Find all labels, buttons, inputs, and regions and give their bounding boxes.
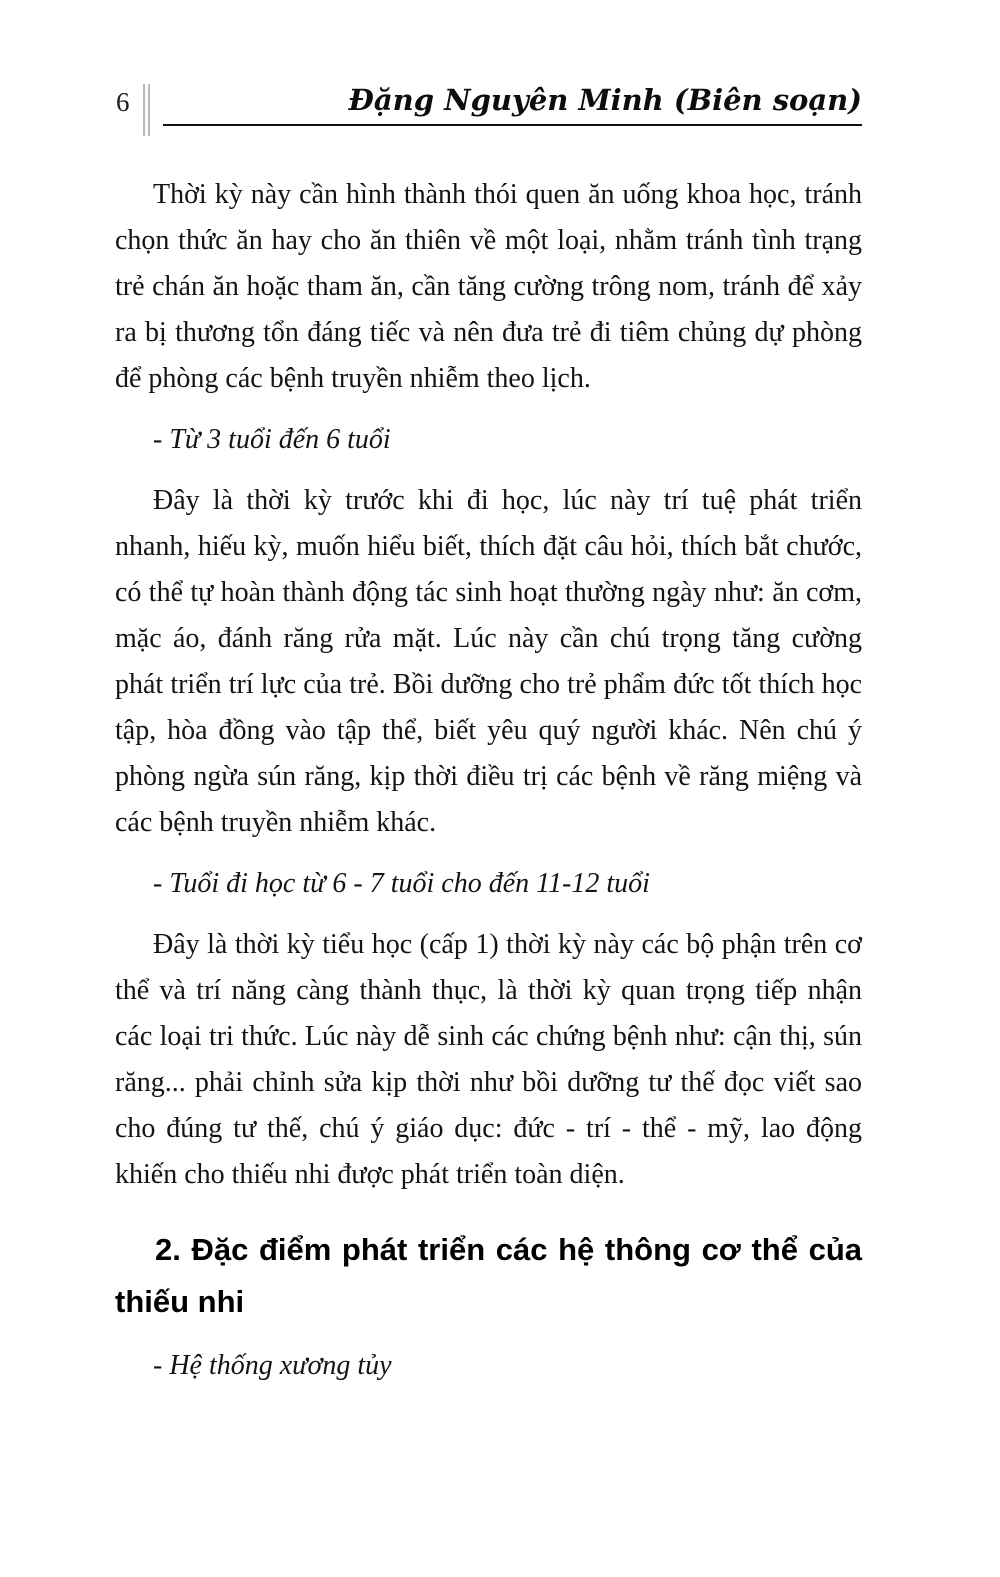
subheading-age-3-to-6: - Từ 3 tuổi đến 6 tuổi	[153, 424, 391, 455]
paragraph-primary-school-development: Đây là thời kỳ tiểu học (cấp 1) thời kỳ này các bộ phận trên cơ thể và trí năng càng thành thục, là thời kỳ quan trọng tiếp nhận các loại tri thức. Lúc này dễ sinh các chứng bệnh như: cận thị, sún răng... phải chỉnh sửa kịp thời như bồi dưỡng tư thế đọc viết sao cho đúng tư thế, chú ý giáo dục: đức - trí - thể - mỹ, lao động khiến cho thiếu nhi được phát triển toàn diện.	[115, 929, 862, 1190]
section-heading-body-systems: 2. Đặc điểm phát triển các hệ thông cơ thể của thiếu nhi	[115, 1232, 862, 1319]
subheading-skeletal-system: - Hệ thống xương tủy	[153, 1350, 392, 1381]
page-body	[115, 172, 862, 1388]
subheading-school-age-6-to-12: - Tuổi đi học từ 6 - 7 tuổi cho đến 11-12 tuổi	[153, 868, 650, 899]
paragraph-preschool-development: Đây là thời kỳ trước khi đi học, lúc này trí tuệ phát triển nhanh, hiếu kỳ, muốn hiểu biết, thích đặt câu hỏi, thích bắt chước, có thể tự hoàn thành động tác sinh hoạt thường ngày như: ăn cơm, mặc áo, đánh răng rửa mặt. Lúc này cần chú trọng tăng cường phát triển trí lực của trẻ. Bồi dưỡng cho trẻ phẩm đức tốt thích học tập, hòa đồng vào tập thể, biết yêu quý người khác. Nên chú ý phòng ngừa sún răng, kịp thời điều trị các bệnh về răng miệng và các bệnh truyền nhiễm khác.	[115, 485, 862, 838]
page-header	[116, 84, 862, 126]
header-rule	[163, 124, 863, 126]
running-head	[163, 85, 863, 126]
running-head-author: Đặng Nguyên Minh (Biên soạn)	[348, 83, 862, 118]
header-ornament-bars	[143, 84, 150, 136]
page-number: 6	[116, 87, 130, 117]
paragraph-infant-care: Thời kỳ này cần hình thành thói quen ăn uống khoa học, tránh chọn thức ăn hay cho ăn thiên về một loại, nhằm tránh tình trạng trẻ chán ăn hoặc tham ăn, cần tăng cường trông nom, tránh để xảy ra bị thương tổn đáng tiếc và nên đưa trẻ đi tiêm chủng dự phòng để phòng các bệnh truyền nhiễm theo lịch.	[115, 179, 862, 394]
